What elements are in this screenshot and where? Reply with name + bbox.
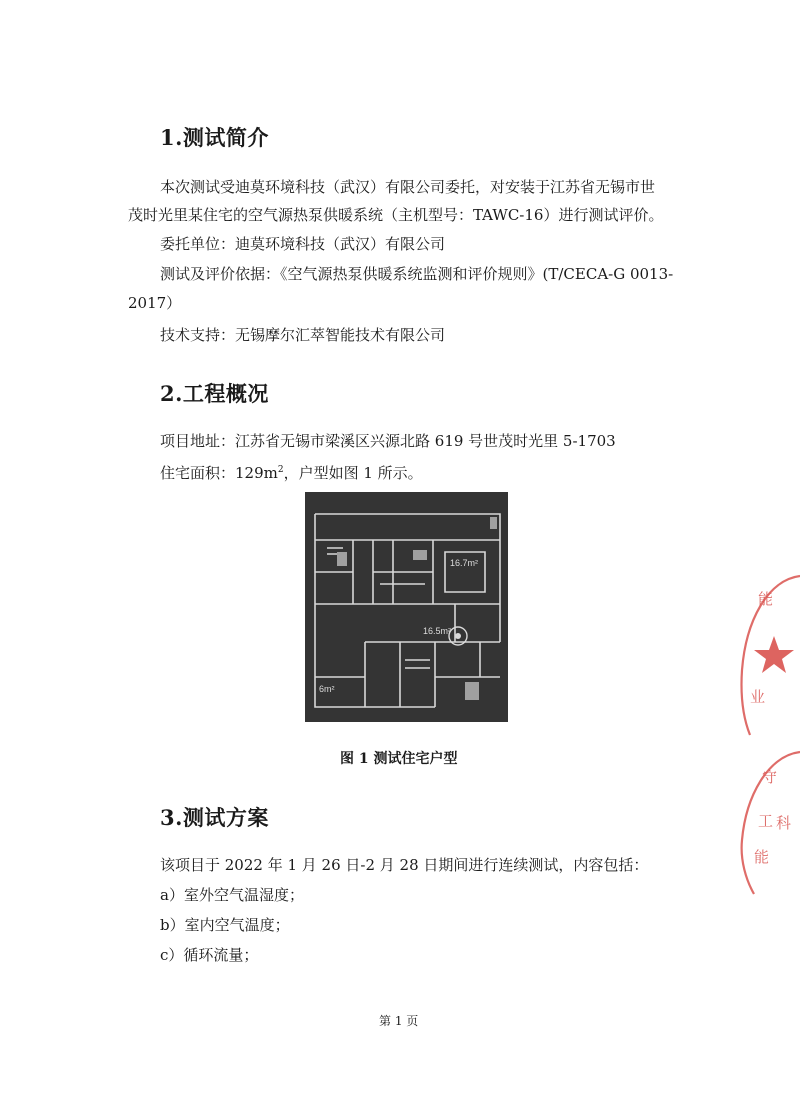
seal-char-1: 能 (758, 590, 774, 608)
section3-heading: 3.测试方案 (160, 805, 269, 830)
measure-item-b: b）室内空气温度； (160, 916, 290, 934)
seal-char-2: 业 (750, 688, 766, 706)
partial-red-seal (728, 570, 800, 900)
room-label-1: 16.7m² (450, 558, 479, 568)
intro-line-2: 茂时光里某住宅的空气源热泵供暖系统（主机型号：TAWC-16）进行测试评价。 (128, 206, 664, 224)
seal-char-4: 工 (758, 812, 774, 830)
intro-line-1: 本次测试受迪莫环境科技（武汉）有限公司委托，对安装于江苏省无锡市世 (160, 178, 656, 196)
schedule-line: 该项目于 2022 年 1 月 26 日-2 月 28 日期间进行连续测试，内容包括： (160, 856, 649, 874)
page-number: 第 1 页 (379, 1014, 419, 1028)
measure-item-c: c）循环流量； (160, 946, 259, 964)
basis-line-1: 测试及评价依据：《空气源热泵供暖系统监测和评价规则》(T/CECA-G 0013- (160, 265, 674, 283)
support-line: 技术支持：无锡摩尔汇萃智能技术有限公司 (160, 326, 446, 344)
seal-drawing (728, 570, 800, 900)
room-label-3: 6m² (319, 684, 335, 694)
floor-plan-drawing (305, 492, 508, 722)
area-prefix: 住宅面积：129m (160, 464, 278, 482)
seal-char-6: 能 (754, 848, 770, 866)
seal-char-3: 守 (762, 768, 778, 786)
area-superscript: 2 (277, 465, 284, 475)
section2-heading: 2.工程概况 (160, 381, 269, 406)
client-line: 委托单位：迪莫环境科技（武汉）有限公司 (160, 235, 446, 253)
address-line: 项目地址：江苏省无锡市梁溪区兴源北路 619 号世茂时光里 5-1703 (160, 432, 616, 450)
area-suffix: ，户型如图 1 所示。 (283, 464, 423, 482)
section1-heading: 1.测试简介 (160, 125, 269, 150)
room-label-2: 16.5m² (423, 626, 452, 636)
figure-caption: 图 1 测试住宅户型 (340, 751, 458, 767)
floor-plan-image (305, 492, 508, 722)
basis-line-2: 2017） (128, 294, 182, 312)
seal-char-5: 科 (776, 814, 792, 832)
area-line (160, 460, 423, 483)
measure-item-a: a）室外空气温湿度； (160, 886, 304, 904)
